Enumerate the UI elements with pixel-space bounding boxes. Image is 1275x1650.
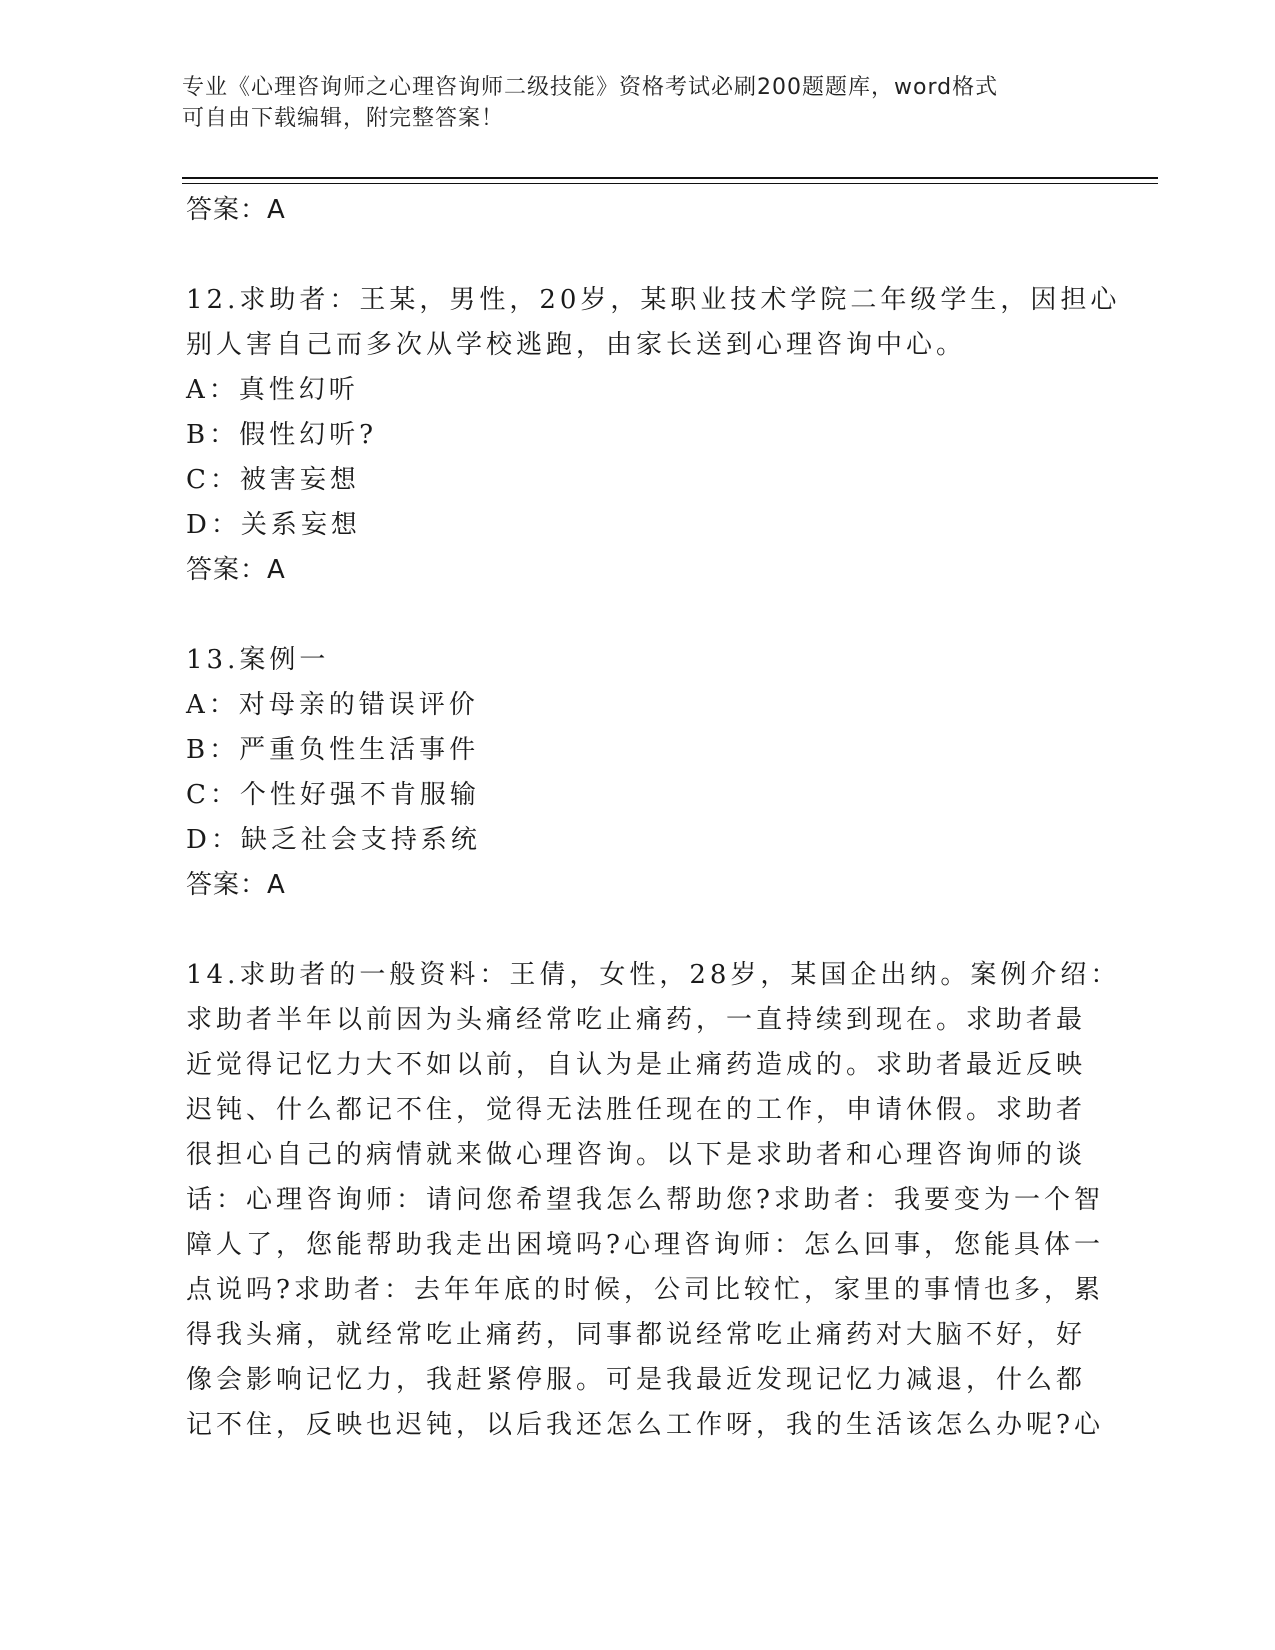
previous-answer: 答案：A xyxy=(186,195,286,225)
option-a: A：对母亲的错误评价 xyxy=(186,690,479,720)
header-line-2: 可自由下载编辑，附完整答案！ xyxy=(182,106,505,131)
question-text-line: 近觉得记忆力大不如以前，自认为是止痛药造成的。求助者最近反映 xyxy=(186,1050,1087,1080)
question-text-line: 障人了，您能帮助我走出困境吗?心理咨询师：怎么回事，您能具体一 xyxy=(186,1230,1104,1260)
question-12 xyxy=(186,278,1121,593)
question-stem: 13.案例一 xyxy=(186,645,330,675)
option-c: C：个性好强不肯服输 xyxy=(186,780,480,810)
spacer xyxy=(186,233,1086,278)
answer: 答案：A xyxy=(186,870,286,900)
question-stem-line: 别人害自己而多次从学校逃跑，由家长送到心理咨询中心。 xyxy=(186,330,967,360)
header-divider-thick xyxy=(182,177,1158,179)
option-a: A：真性幻听 xyxy=(186,375,359,405)
spacer xyxy=(186,593,1086,638)
question-text-line: 点说吗?求助者：去年年底的时候，公司比较忙，家里的事情也多，累 xyxy=(186,1275,1104,1305)
option-c: C：被害妄想 xyxy=(186,465,360,495)
question-text-line: 求助者半年以前因为头痛经常吃止痛药，一直持续到现在。求助者最 xyxy=(186,1005,1087,1035)
question-14 xyxy=(186,953,1121,1448)
question-text-line: 记不住，反映也迟钝，以后我还怎么工作呀，我的生活该怎么办呢?心 xyxy=(186,1410,1104,1440)
header-divider-thin xyxy=(182,183,1158,184)
question-text-line: 话：心理咨询师：请问您希望我怎么帮助您?求助者：我要变为一个智 xyxy=(186,1185,1104,1215)
question-text-line: 像会影响记忆力，我赶紧停服。可是我最近发现记忆力减退，什么都 xyxy=(186,1365,1087,1395)
question-text-line: 迟钝、什么都记不住，觉得无法胜任现在的工作，申请休假。求助者 xyxy=(186,1095,1087,1125)
question-text-line: 14.求助者的一般资料：王倩，女性，28岁，某国企出纳。案例介绍： xyxy=(186,960,1121,990)
page-header xyxy=(182,72,1082,134)
option-d: D：缺乏社会支持系统 xyxy=(186,825,481,855)
document-body xyxy=(186,188,1121,1448)
question-stem-line: 12.求助者：王某，男性，20岁，某职业技术学院二年级学生，因担心 xyxy=(186,285,1121,315)
question-text-line: 得我头痛，就经常吃止痛药，同事都说经常吃止痛药对大脑不好，好 xyxy=(186,1320,1087,1350)
spacer xyxy=(186,908,1086,953)
question-13 xyxy=(186,638,1086,908)
answer: 答案：A xyxy=(186,555,286,585)
option-b: B：严重负性生活事件 xyxy=(186,735,480,765)
option-b: B：假性幻听? xyxy=(186,420,378,450)
header-line-1: 专业《心理咨询师之心理咨询师二级技能》资格考试必刷200题题库，word格式 xyxy=(182,75,999,100)
question-text-line: 很担心自己的病情就来做心理咨询。以下是求助者和心理咨询师的谈 xyxy=(186,1140,1087,1170)
option-d: D：关系妄想 xyxy=(186,510,361,540)
